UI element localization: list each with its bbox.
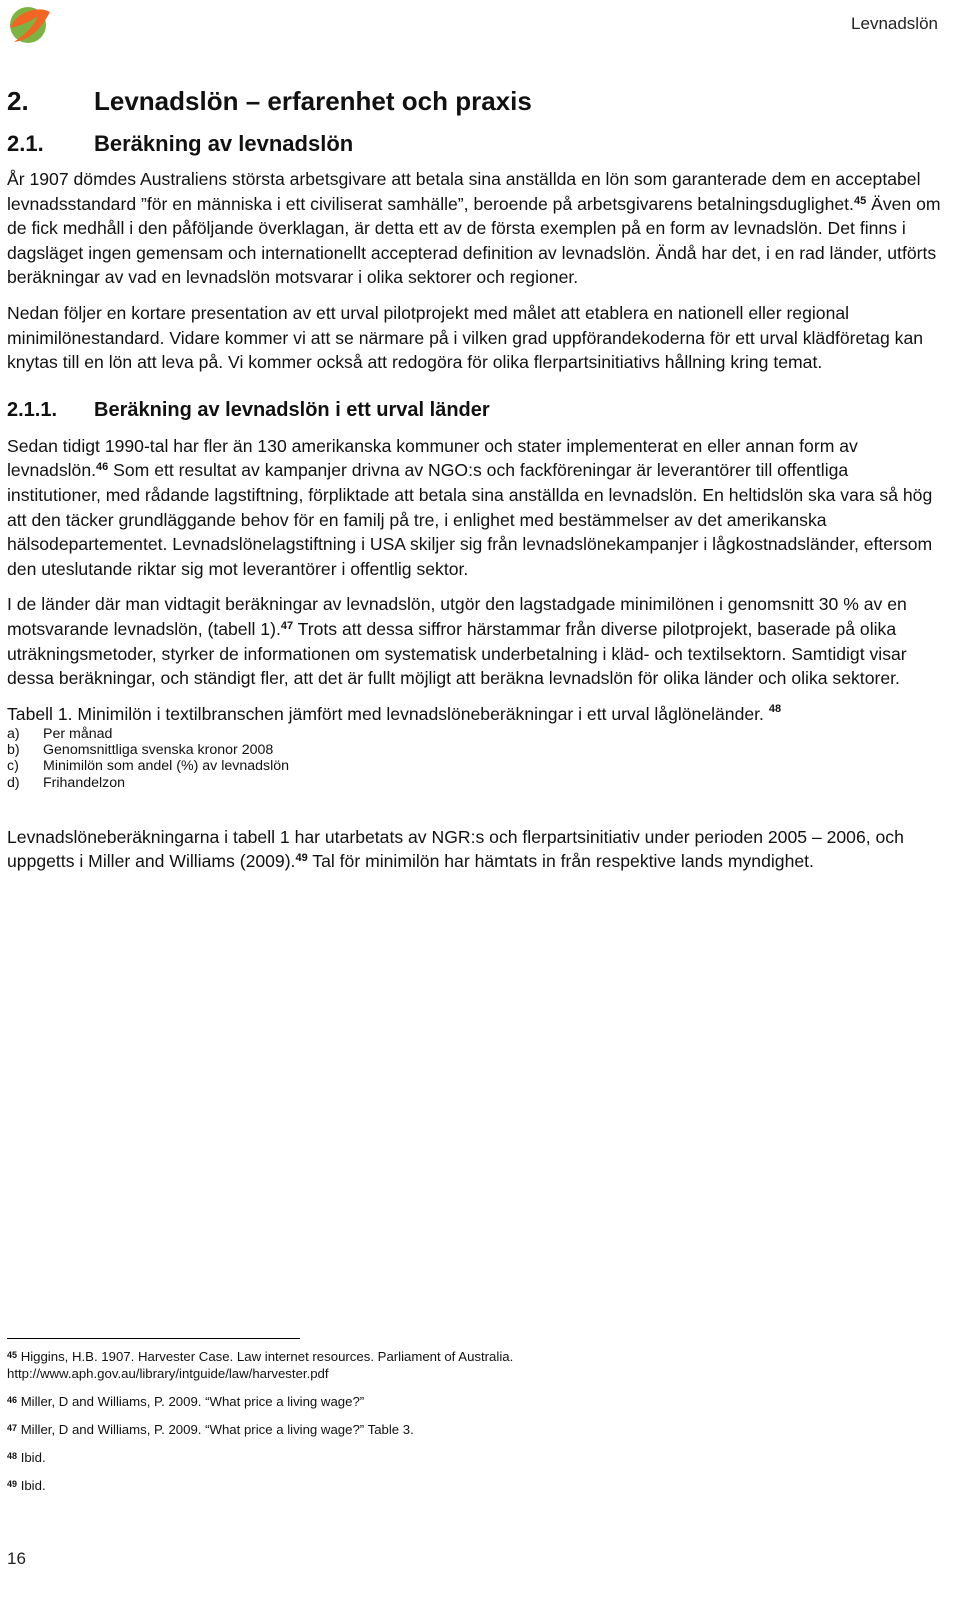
footnote-ref-47[interactable]: 47 [280,619,294,632]
footnote-ref-49[interactable]: 49 [295,852,308,865]
footnote: $^{49}$ Ibid. [7,1478,46,1493]
paragraph-4: I de länder där man vidtagit beräkningar av levnadslön, utgör den lagstadgade minimilönen i genomsnitt 30 % av en motsvarande levnadslön, (tabell 1).$^{47}$ Trots att dessa siffror härstammar från diverse pilotprojekt, baserade på olika uträkningsmetoder, styrker de informationen om systematisk underbetalning i kläd- och textilsektorn. Samtidigt visar dessa beräkningar, och ständigt fler, att det är fullt möjligt att beräkna levnadslön för olika länder och olika sektorer. [7,594,907,689]
paragraph-5: Levnadslöneberäkningarna i tabell 1 har utarbetats av NGR:s och flerpartsinitiativ under perioden 2005 – 2006, och uppgetts i Miller and Williams (2009).$^{49}$ Tal för minimilön har hämtats in från respektive lands myndighet. [7,826,904,872]
table-note: c) Minimilön som andel (%) av levnadslön [7,758,290,775]
chapter-title: Levnadslön – erfarenhet och praxis [94,86,532,116]
footnote-ref-45[interactable]: 45 [853,194,867,207]
section-title: Beräkning av levnadslön [94,131,354,156]
chapter-heading [7,86,942,117]
table-note: a) Per månad [7,725,113,742]
footnote: $^{48}$ Ibid. [7,1450,46,1465]
section-number: 2.1. [7,131,44,156]
running-header: Levnadslön [851,14,938,33]
table-note: d) Frihandelzon [7,774,126,791]
footnote-ref-46[interactable]: 46 [96,461,109,474]
footnote-ref-48[interactable]: 48 [768,702,782,715]
footnote: $^{47}$ Miller, D and Williams, P. 2009. “What price a living wage?” Table 3. [7,1422,414,1437]
footnote: $^{45}$ Higgins, H.B. 1907. Harvester Case. Law internet resources. Parliament of Australia. http://www.aph.gov.au/library/intguide/law/harvester.pdf [7,1349,514,1381]
section-heading [7,131,942,157]
footnote-divider [7,1338,300,1339]
subsection-number: 2.1.1. [7,398,58,421]
table-caption: Tabell 1. Minimilön i textilbranschen jämfört med levnadslöneberäkningar i ett urval låglöneländer. $^{48}$ [7,702,782,724]
subsection-heading [7,399,942,422]
paragraph-3: Sedan tidigt 1990-tal har fler än 130 amerikanska kommuner och stater implementerat en eller annan form av levnadslön.$^{46}$ Som ett resultat av kampanjer drivna av NGO:s och fackföreningar är leverantörer till offentliga institutioner, med rådande lagstiftning, förpliktade att betala sina anställda en levnadslön. En heltidslön ska vara så hög att den täcker grundläggande behov för en familj på tre, i enlighet med bestämmelser av det amerikanska hälsodepartementet. Levnadslönelagstiftning i USA skiljer sig från levnadslönekampanjer i lågkostnadsländer, eftersom den uteslutande riktar sig mot leverantörer i offentlig sektor. [7,435,933,579]
chapter-number: 2. [7,86,29,116]
table-note: b) Genomsnittliga svenska kronor 2008 [7,741,274,758]
subsection-title: Beräkning av levnadslön i ett urval länder [94,398,490,421]
document-body [7,86,942,885]
footnote-link[interactable]: http://www.aph.gov.au/library/intguide/law/harvester.pdf [7,1366,329,1381]
table-notes [7,726,942,791]
organization-logo [4,4,52,44]
page-number: 16 [7,1549,26,1568]
paragraph-1: År 1907 dömdes Australiens största arbetsgivare att betala sina anställda en lön som garanterade dem en acceptabel levnadsstandard ”för en människa i ett civiliserat samhälle”, beroende på arbetsgivarens betalningsduglighet.$^{45}$ Även om de fick medhåll i den påföljande överklagan, är detta ett av de första exemplen på en form av levnadslön. Det finns i dagsläget ingen gemensam och internationellt accepterad definition av levnadslön. Ändå har det, i en rad länder, utförts beräkningar av vad en levnadslön motsvarar i olika sektorer och regioner. [7,169,941,288]
footnote: $^{46}$ Miller, D and Williams, P. 2009. “What price a living wage?” [7,1394,365,1409]
paragraph-2: Nedan följer en kortare presentation av ett urval pilotprojekt med målet att etablera en nationell eller regional minimilönestandard. Vidare kommer vi att se närmare på i vilken grad uppförandekoderna för ett urval klädföretag kan knytas till en lön att leva på. Vi kommer också att redogöra för olika flerpartsinitiativs hållning kring temat. [7,302,924,373]
footnotes [7,1338,942,1505]
